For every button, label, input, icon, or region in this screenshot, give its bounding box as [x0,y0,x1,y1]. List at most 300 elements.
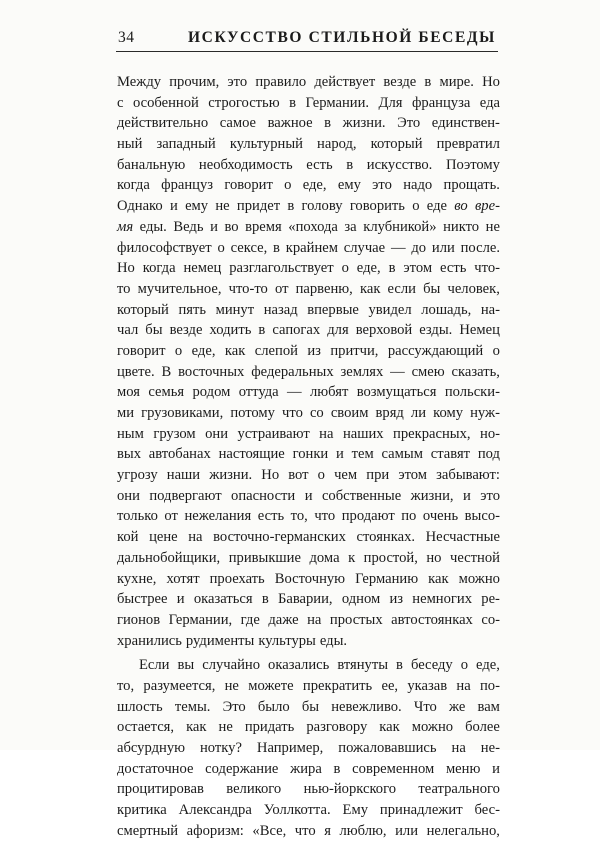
word: дома [309,549,340,566]
word: Например, [256,740,324,756]
word: где [240,611,260,628]
word: что- [474,260,500,277]
word: Восточную [274,570,346,587]
word: простой, [363,549,418,566]
word: не [218,719,233,736]
word: во [224,218,239,235]
word: смертный [117,822,179,839]
word: оказались [268,657,330,674]
word: верховой [355,322,413,339]
word: кухне, [117,570,157,587]
word: достаточное [117,760,194,777]
word: время [245,218,282,235]
text-line [117,424,500,445]
word: в [261,591,269,608]
word: вам [477,698,500,715]
word: еде, [356,260,381,277]
word: не [215,198,230,215]
word: смею [411,363,445,380]
word: в [324,115,332,132]
word: важное [267,115,313,132]
word: пожаловавшись [338,740,437,756]
word: говорит [224,177,273,194]
word: везде [169,322,203,339]
word: Для [378,94,403,111]
word: на [307,611,322,628]
word: простых [329,611,383,628]
word: от [164,508,178,525]
word: же [448,698,466,715]
word: о [492,342,500,359]
word: они [205,425,229,442]
word: в [289,94,296,111]
word: и [176,591,185,608]
word: настоящие [218,446,285,463]
word: когда [117,177,150,194]
word: минут [215,301,255,318]
word: Поэтому [445,156,500,173]
word: банальную [117,156,186,173]
word: необходимость [198,156,293,173]
word: темы. [174,698,211,715]
word: с [117,94,124,111]
word: цене [149,529,178,546]
word: мя [117,218,134,235]
word: о [412,198,420,215]
word: прощать. [443,177,500,194]
word: француз [161,177,214,194]
word: который [370,136,423,153]
word: своим [330,405,369,421]
word: если [387,280,416,297]
word: человек, [447,280,500,297]
word: не [485,218,500,235]
word: я [324,822,331,839]
word: автостоянках [391,611,473,628]
word: можете [248,677,294,694]
word: немногих [412,591,473,608]
word: превратил [436,136,500,153]
word: тем [351,446,374,463]
word: устраивают [237,425,310,442]
word: хотят [166,570,200,587]
word: надо [403,177,433,194]
word: Ему [342,802,368,819]
text-line [117,631,500,652]
word: есть [306,156,333,173]
word: самое [219,115,257,132]
word: нуж- [470,405,500,421]
word: придать [244,719,295,736]
word: в [258,322,266,339]
word: назад [263,301,298,318]
word: угрозу [117,467,158,484]
word: ходить [209,322,252,339]
word: как [186,719,207,736]
word: гионов [117,611,161,628]
word: грузом [153,425,196,442]
word: только [117,508,158,525]
word: о [460,657,469,674]
word: — [287,384,302,401]
word: клубникой» [363,218,437,235]
text-line [117,569,500,590]
text-line [117,527,500,548]
word: случае [343,239,386,256]
word: бы [301,698,320,715]
word: ему [185,198,209,215]
text-line [117,610,500,631]
word: и [463,487,471,504]
word: как [428,570,449,587]
word: когда [142,260,176,277]
text-line [117,217,500,238]
word: что [294,822,316,839]
word: в [333,760,341,777]
word: ему [337,177,361,194]
word: Если [139,657,170,674]
word: Ведь [173,218,204,235]
word: езды. [419,322,453,339]
word: который [117,301,169,318]
word: родом [192,384,231,401]
word: по- [480,677,500,694]
word: жизни. [209,467,253,484]
word: жизни. [342,115,386,132]
word: Несчастные [425,529,500,546]
word: остается, [117,719,175,736]
word: очень [422,508,459,525]
word: Немец [459,322,500,339]
text-line [117,341,500,362]
word: Что [413,698,437,715]
word: не [224,677,239,694]
word: что [314,508,336,525]
word: чал [117,322,139,339]
word: голову [301,198,343,215]
word: быстрее [117,591,168,608]
word: в [388,260,396,277]
word: о [284,177,292,194]
word: но [426,549,442,566]
word: в [396,657,403,674]
word: кой [117,529,139,546]
word: еда [479,94,500,111]
text-line [117,155,500,176]
word: еде, [302,177,327,194]
text-line [117,697,500,718]
word: разговору [306,719,368,736]
word: содержание [205,760,279,777]
word: В [161,363,172,380]
word: люблю, [339,822,387,839]
word: немец [183,260,222,277]
word: Это [397,115,421,132]
word: ее, [381,677,399,694]
word: слепой [254,342,298,359]
word: нью-йоркского [303,781,397,798]
word: для [327,322,349,339]
word: Но [261,467,280,484]
word: действует [314,74,376,90]
word: прекрасных, [393,425,471,442]
word: вот [288,467,309,484]
word: подвергают [149,487,222,504]
word: опасности [231,487,296,504]
word: Но [482,74,500,90]
word: при [366,467,390,484]
word: ми [117,405,135,421]
word: собственные [321,487,402,504]
text-line [117,196,500,217]
word: действительно [117,115,209,132]
word: Уоллкотта. [263,802,331,819]
word: культурный [229,136,303,153]
text-line [117,738,500,759]
word: шлость [117,698,163,715]
word: меню [445,760,481,777]
word: из [307,342,321,359]
word: нежелания [184,508,252,525]
word: продают [341,508,395,525]
word: восточных [178,363,245,380]
word: ре- [481,591,500,608]
word: бы [145,322,163,339]
word: указав [407,677,448,694]
text-line [117,382,500,403]
word: — [390,363,405,380]
word: о [341,260,349,277]
word: оттуда [238,384,279,401]
text-line [117,320,500,341]
word: то [117,280,131,297]
text-line [117,548,500,569]
text-line [117,113,500,134]
word: кому [433,405,463,421]
word: наших [342,425,384,442]
word: то, [117,677,135,694]
word: что [282,405,303,421]
word: ный [117,136,143,153]
word: со- [481,611,500,628]
word: и [492,760,500,777]
word: это [372,177,392,194]
text-line [117,403,500,424]
word: говорит [117,342,166,359]
word: это [227,74,248,90]
word: на [319,425,334,442]
text-line [117,93,500,114]
word: и [169,198,178,215]
word: никто [443,218,480,235]
word: честной [450,549,500,566]
word: «Все, [252,822,287,839]
word: землях [340,363,384,380]
text-line [117,717,500,738]
word: как [359,280,381,297]
word: было [257,698,290,715]
text-line [117,258,500,279]
word: принадлежит [379,802,463,819]
word: после. [460,239,500,256]
word: чем [334,467,358,484]
word: не- [480,740,500,756]
word: возмущаться [356,384,437,401]
header-rule [116,51,498,52]
word: ли [410,405,427,421]
word: Между [117,74,162,90]
word: оказаться [193,591,253,608]
word: есть [440,260,467,277]
word: наши [166,467,201,484]
text-line [117,800,500,821]
text-line [117,589,500,610]
word: но- [480,425,500,442]
text-line [117,465,500,486]
word: более [465,719,500,736]
word: современном [352,760,435,777]
running-head [118,29,496,51]
word: одном [341,591,381,608]
word: сапогах [272,322,321,339]
word: проехать [209,570,265,587]
word: можно [411,719,454,736]
word: единствен- [431,115,500,132]
word: на- [480,301,500,318]
word: в [346,156,354,173]
word: разглагольствует [229,260,334,277]
word: и [304,487,313,504]
text-line [117,72,500,93]
word: Германии, [168,611,233,628]
word: на [456,677,471,694]
text-line [117,821,500,841]
word: впервые [307,301,359,318]
word: хранились [117,632,182,649]
word: в [424,74,432,90]
word: критика [117,802,167,819]
word: случайно [202,657,261,674]
word: самым [381,446,423,463]
word: цвете. [117,363,155,380]
word: стоянках. [356,529,416,546]
word: парвеню, [295,280,353,297]
word: этом [398,467,428,484]
word: потому [230,405,275,421]
text-line [117,175,500,196]
text-line [117,779,500,800]
word: любят [310,384,349,401]
word: нотку? [200,740,242,756]
word: на [451,740,466,756]
word: федеральных [251,363,334,380]
word: в [273,239,280,256]
word: еде [426,198,447,215]
word: театрального [418,781,500,798]
word: вых [117,446,141,463]
word: автобанах [148,446,211,463]
page-number: 34 [118,29,135,46]
word: строгостью [208,94,280,111]
word: крайнем [285,239,338,256]
word: прекратить [302,677,373,694]
word: за [344,218,357,235]
word: как [379,719,400,736]
word: еде, [476,657,500,674]
word: процитировав [117,781,204,798]
word: великого [226,781,282,798]
word: абсурдную [117,740,186,756]
word: рудименты [185,632,255,649]
text-line [117,134,500,155]
word: Баварии, [277,591,333,608]
text-line [117,444,500,465]
running-title: ИСКУССТВО СТИЛЬНОЙ БЕСЕДЫ [188,29,496,46]
word: правило [255,74,307,90]
word: привыкшие [228,549,301,566]
word: говорить [349,198,405,215]
word: даже [268,611,299,628]
word: вряд [375,405,404,421]
word: втянуты [337,657,389,674]
text-line [117,300,500,321]
word: к [348,549,356,566]
word: увидел [368,301,412,318]
word: и [336,446,344,463]
word: и [210,218,218,235]
word: или [431,239,455,256]
word: ным [117,425,144,442]
word: притчи, [330,342,379,359]
word: польски- [444,384,500,401]
word: Но [117,260,135,277]
word: до [411,239,427,256]
text-line [117,759,500,780]
word: жира [290,760,322,777]
word: под [477,446,500,463]
word: во [454,198,468,215]
text-line [117,362,500,383]
word: это [480,487,500,504]
word: афоризм: [186,822,244,839]
word: о [174,342,183,359]
word: француза [411,94,471,111]
word: мире. [439,74,474,90]
word: сексе, [230,239,268,256]
word: то, [290,508,308,525]
word: на [188,529,203,546]
word: еде, [191,342,216,359]
text-line [117,676,500,697]
word: культуры [258,632,316,649]
word: искусство. [366,156,433,173]
word: дальнобойщики, [117,549,221,566]
word: Александра [178,802,252,819]
word: придет [236,198,281,215]
text-line [117,506,500,527]
word: гонки [292,446,329,463]
text-line [117,486,500,507]
word: рассуждающий [387,342,484,359]
word: вре- [474,198,500,215]
word: — [390,239,406,256]
word: бес- [474,802,500,819]
word: нелегально, [426,822,500,839]
word: «похода [288,218,338,235]
word: они [117,487,140,504]
word: невежливо. [331,698,402,715]
word: о [317,467,325,484]
